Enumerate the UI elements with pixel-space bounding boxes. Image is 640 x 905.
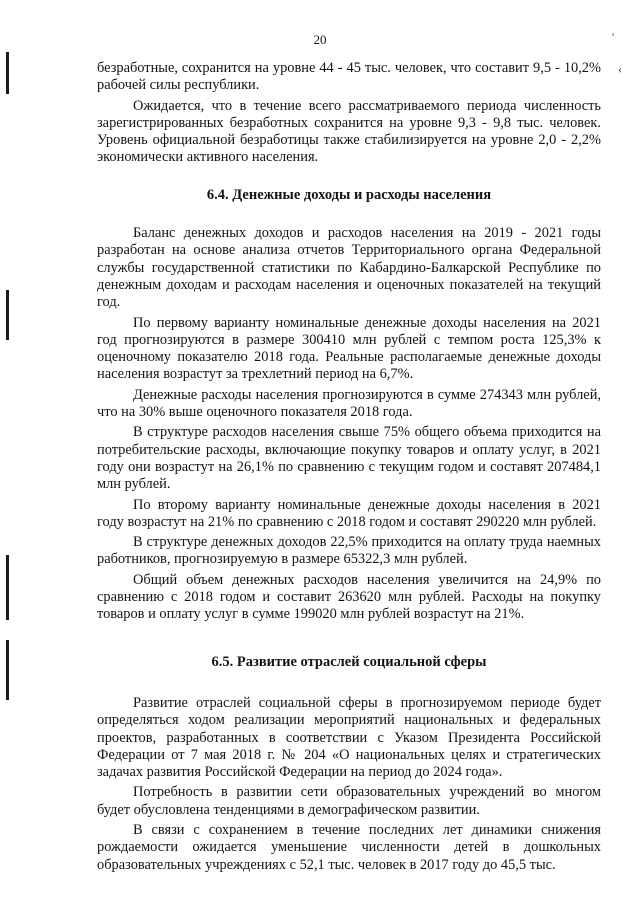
margin-mark: ' [612, 30, 615, 44]
section-heading: 6.4. Денежные доходы и расходы населения [206, 186, 492, 203]
paragraph: Денежные расходы населения прогнозируются в сумме 274343 млн рублей, что на 30% выше оценочного показателя 2018 года. [97, 386, 601, 421]
paragraph: В структуре денежных доходов 22,5% приходится на оплату труда наемных работников, прогнозируемую в размере 65322,3 млн рублей. [97, 534, 601, 568]
paragraph: В структуре расходов населения свыше 75% общего объема приходится на потребительские расходы, включающие покупку товаров и оплату услуг, в 2021 году они возрастут на 26,1% по сравнению с текущим годом и составят 207484,1 млн рублей. [97, 424, 601, 493]
paragraph: По первому варианту номинальные денежные доходы населения на 2021 год прогнозируются в размере 300410 млн рублей с темпом роста 125,3% к оценочному показателю 2018 года. Реальные располагаемые денежные доходы населения возрастут за трехлетний период на 6,7%. [97, 314, 601, 383]
paragraph: Потребность в развитии сети образовательных учреждений во многом будет обусловлена тенденциями в демографическом развитии. [97, 784, 601, 818]
scan-edge-line [6, 555, 9, 620]
paragraph: Развитие отраслей социальной сферы в прогнозируемом периоде будет определяться ходом реализации мероприятий национальных и федеральных проектов, разработанных в соответствии с Указом Президента Российской Федерации от 7 мая 2018 г. № 204 «О национальных целях и стратегических задачах развития Российской Федерации на период до 2024 года». [97, 694, 601, 781]
paragraph: Ожидается, что в течение всего рассматриваемого периода численность зарегистрированных безработных сохранится на уровне 9,3 - 9,8 тыс. человек. Уровень официальной безработицы также стабилизируется на уровне 2,0 - 2,2% экономически активного населения. [97, 97, 601, 166]
scan-edge-line [6, 640, 9, 700]
document-body [97, 60, 601, 874]
paragraph: По второму варианту номинальные денежные доходы населения в 2021 году возрастут на 21% по сравнению с 2018 годом и составят 290220 млн рублей. [97, 496, 601, 530]
paragraph: Общий объем денежных расходов населения увеличится на 24,9% по сравнению с 2018 годом и составит 263620 млн рублей. Расходы на покупку товаров и оплату услуг в сумме 199020 млн рублей возрастут на 21%. [97, 571, 601, 623]
paragraph: Баланс денежных доходов и расходов населения на 2019 - 2021 годы разработан на основе анализа отчетов Территориального органа Федеральной службы государственной статистики по Кабардино-Балкарской Республике по денежным доходам и расходам населения и оценочных показателей на текущий год. [97, 225, 601, 311]
scan-edge-line [6, 290, 9, 340]
section-heading: 6.5. Развитие отраслей социальной сферы [211, 653, 487, 670]
paragraph: В связи с сохранением в течение последних лет динамики снижения рождаемости ожидается уменьшение численности детей в дошкольных образовательных учреждениях с 52,1 тыс. человек в 2017 году до 45,5 тыс. [97, 821, 601, 873]
paragraph: безработные, сохранится на уровне 44 - 45 тыс. человек, что составит 9,5 - 10,2% рабочей силы республики. [97, 60, 601, 94]
page-number: 20 [313, 32, 327, 47]
margin-mark: ‹ [618, 62, 622, 76]
scan-edge-line [6, 52, 9, 94]
